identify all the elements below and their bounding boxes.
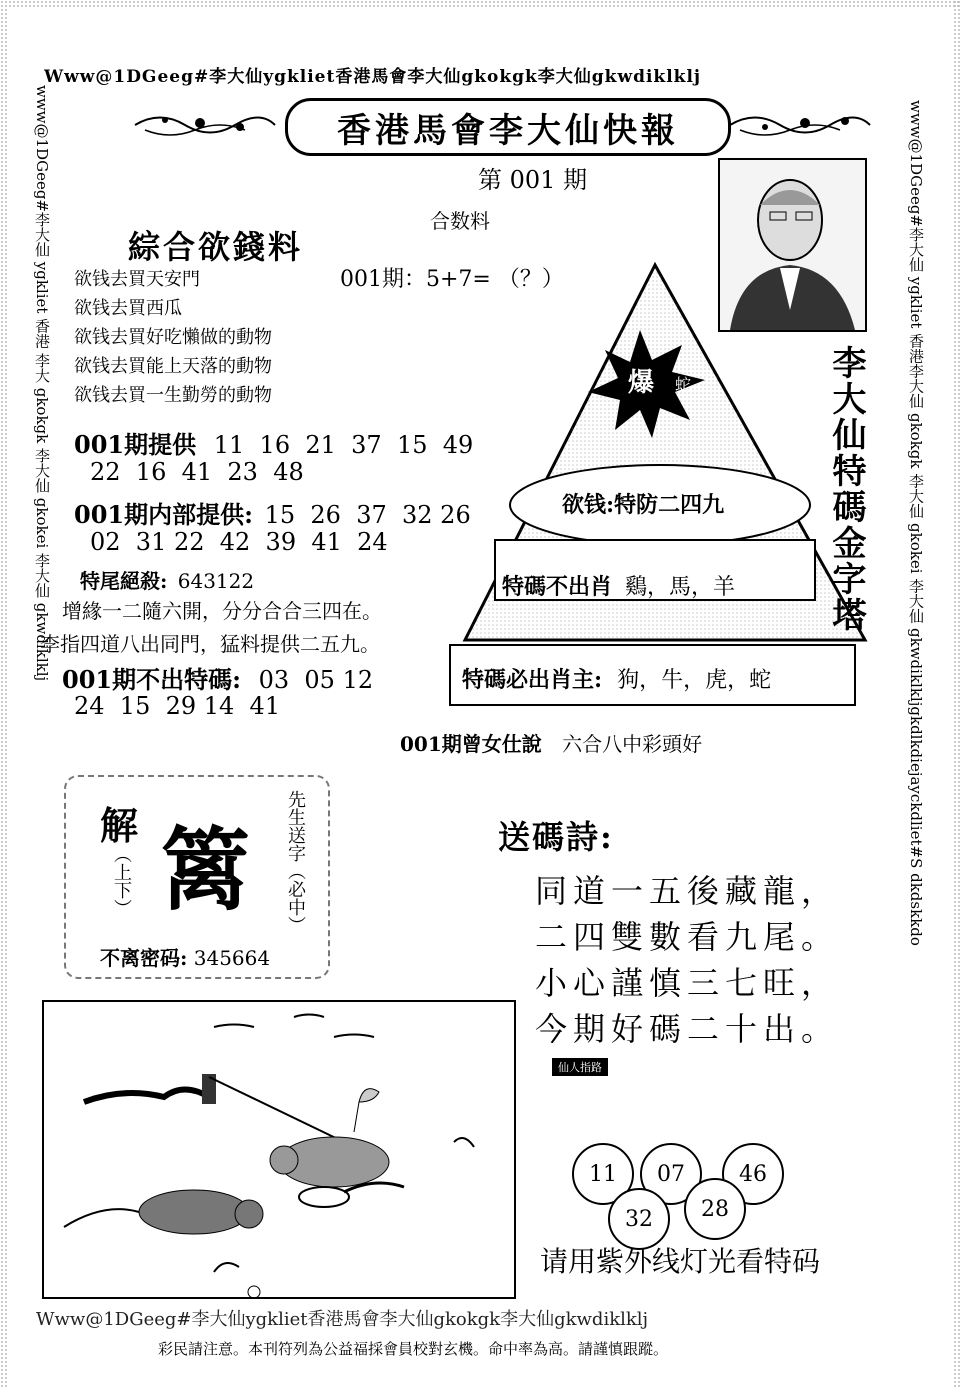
internal-numbers: 15 26 37 32 26 (264, 501, 471, 529)
burst-sub: 蛇 (675, 375, 692, 394)
no-special-label: 001期不出特碼: (62, 665, 241, 694)
riddle-updown: （上下） (111, 845, 132, 917)
watermark-left: www@1DGeeg#李大仙 ygkliet 香港 李大 gkokgk 李大仙 gkokei 李大仙 gkwdiklklj (33, 85, 51, 682)
uv-note: 请用紫外线灯光看特码 (540, 1245, 821, 1278)
want-money: 欲钱:特防二四九 (562, 492, 725, 518)
riddle-item: 欲钱去買一生勤勞的動物 (74, 385, 272, 406)
formula: 001期：5+7= （？） (340, 267, 564, 292)
riddle-side-note: 先生送字（必中） (285, 790, 306, 934)
title-ornament-left (130, 105, 280, 145)
burst-char: 爆 (628, 368, 655, 398)
number-ball: 46 (722, 1143, 784, 1205)
footer-note: 彩民請注意。本刊符列為公益福採會員校對玄機。命中率為高。請謹慎跟蹤。 (158, 1340, 669, 1358)
poem-lines (535, 868, 839, 1052)
poem-line-1: 增緣一二隨六開，分分合合三四在。 (62, 599, 382, 623)
woman-says-label: 001期曾女仕說 (400, 732, 542, 756)
number-ball: 11 (572, 1143, 634, 1205)
poem-stamp: 仙人指路 (552, 1058, 608, 1076)
number-ball: 32 (608, 1188, 670, 1250)
poem-line: 小心謹慎三七旺， (535, 964, 840, 1002)
number-ball: 07 (640, 1143, 702, 1205)
watermark-top: Www@1DGeeg#李大仙ygkliet香港馬會李大仙gkokgk李大仙gkwdiklklj (44, 67, 702, 87)
no-special-numbers-2: 24 15 29 14 41 (74, 692, 281, 720)
pyramid-side-title: 李大仙特碼金字塔 (826, 345, 866, 633)
supply-row (74, 425, 473, 460)
riddle-item: 欲钱去買天安門 (74, 269, 200, 290)
tail-kill-label: 特尾絕殺: (80, 569, 168, 593)
riddle-code-value: 345664 (193, 946, 271, 970)
woman-says-row (400, 728, 702, 757)
riddle-list (74, 265, 272, 410)
rat-illustration (44, 1002, 514, 1297)
riddle-jie: 解 (100, 803, 139, 848)
must-out-row (462, 663, 771, 694)
riddle-item: 欲钱去買能上天落的動物 (74, 356, 272, 377)
supply-numbers-2: 22 16 41 23 48 (90, 458, 304, 486)
poem-line: 二四雙數看九尾。 (535, 918, 840, 956)
riddle-big-char: 篱 (160, 817, 250, 923)
tail-kill-value: 643122 (177, 569, 255, 593)
number-ball: 28 (684, 1178, 746, 1240)
no-special-numbers: 03 05 12 (258, 666, 374, 694)
supply-numbers: 11 16 21 37 15 49 (213, 431, 474, 459)
watermark-bottom: Www@1DGeeg#李大仙ygkliet香港馬會李大仙gkokgk李大仙gkwdiklklj (36, 1309, 649, 1330)
not-out-label: 特碼不出肖 (502, 574, 613, 600)
tail-kill-row (80, 565, 254, 594)
poem-line: 今期好碼二十出。 (535, 1010, 840, 1048)
watermark-right: www@1DGeeg#李大仙 ygkliet 香港李大仙 gkokgk 李大仙 gkokei 李大仙 gkwdiklkljgkdlkdiejayckdliet#S dkdskkdo (907, 100, 925, 946)
subtitle: 合数料 (430, 209, 490, 233)
internal-label: 001期内部提供: (74, 500, 253, 529)
woman-says-value: 六合八中彩頭好 (562, 732, 703, 756)
not-out-value: 鷄，馬，羊 (625, 575, 736, 600)
page-border-right (953, 0, 961, 1388)
poem-line-2: 李指四道八出同門，猛料提供二五九。 (40, 632, 380, 656)
illustration-box (42, 1000, 516, 1299)
internal-row (74, 495, 471, 530)
riddle-item: 欲钱去買好吃懶做的動物 (74, 327, 272, 348)
riddle-item: 欲钱去買西瓜 (74, 298, 182, 319)
supply-label: 001期提供 (74, 430, 197, 459)
page-border-top (0, 0, 961, 8)
section-heading: 綜合欲錢料 (128, 228, 304, 266)
issue-label: 第 001 期 (478, 166, 588, 194)
page-border-left (0, 0, 8, 1388)
no-special-row (62, 660, 373, 695)
must-out-label: 特碼必出肖主: (462, 667, 603, 693)
poem-line: 同道一五後藏龍， (535, 872, 840, 910)
must-out-value: 狗，牛，虎，蛇 (617, 668, 772, 693)
riddle-code-row (100, 942, 270, 971)
poem-title: 送碼詩: (498, 818, 614, 856)
riddle-code-label: 不离密码: (100, 946, 188, 970)
internal-numbers-2: 02 31 22 42 39 41 24 (90, 528, 388, 556)
title-ornament-right (725, 105, 875, 145)
title-frame (285, 98, 731, 156)
not-out-row (502, 570, 735, 601)
page-title: 香港馬會李大仙快報 (337, 110, 679, 151)
